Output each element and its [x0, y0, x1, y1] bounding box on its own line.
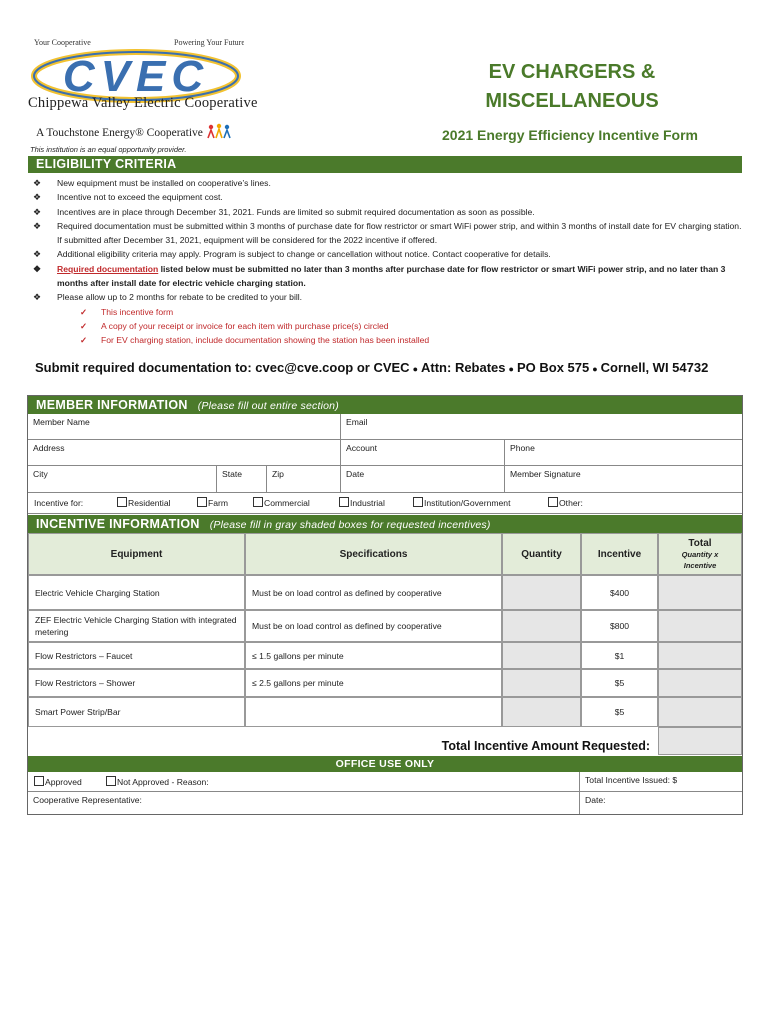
- member-info-note: (Please fill out entire section): [197, 400, 339, 412]
- eligibility-item-text: New equipment must be installed on cooperative’s lines.: [57, 178, 271, 188]
- checklist-text: A copy of your receipt or invoice for each item with purchase price(s) circled: [101, 320, 389, 331]
- quantity-input[interactable]: [502, 669, 581, 697]
- other-checkbox[interactable]: [548, 497, 583, 508]
- bullet-dot-icon: ●: [508, 363, 514, 374]
- total-input[interactable]: [658, 575, 742, 610]
- checklist-item: [30, 305, 742, 319]
- eligibility-item: [30, 176, 742, 190]
- eligibility-item: [30, 290, 742, 304]
- commercial-checkbox[interactable]: [253, 497, 310, 508]
- quantity-input[interactable]: [502, 697, 581, 727]
- total-input[interactable]: [658, 610, 742, 642]
- eligibility-item: [30, 219, 742, 248]
- office-use-heading-text: OFFICE USE ONLY: [335, 758, 435, 770]
- eligibility-item: [30, 247, 742, 261]
- diamond-bullet-icon: ❖: [33, 192, 42, 203]
- document-subtitle: 2021 Energy Efficiency Incentive Form: [442, 127, 698, 143]
- row-incentive: $400: [581, 575, 658, 610]
- row-equipment: Flow Restrictors – Faucet: [28, 642, 245, 669]
- phone-label: Phone: [510, 443, 535, 453]
- row-spec: [245, 697, 502, 727]
- eligibility-item-text: Additional eligibility criteria may apply. Program is subject to change or cancellation without notice. Contact cooperative for details.: [57, 249, 551, 260]
- residential-label: Residential: [128, 498, 171, 508]
- not-approved-label: Not Approved - Reason:: [117, 777, 209, 787]
- office-date-label: Date:: [585, 795, 606, 805]
- eligibility-list: [30, 176, 742, 348]
- submit-instructions: [35, 360, 708, 375]
- checkmark-icon: ✓: [80, 335, 88, 346]
- diamond-bullet-icon: ❖: [33, 249, 42, 260]
- account-field[interactable]: [341, 440, 505, 466]
- eligibility-item-required-docs: [30, 262, 742, 291]
- member-info-heading-text: MEMBER INFORMATION: [36, 398, 188, 412]
- institution-government-label: Institution/Government: [424, 498, 511, 508]
- industrial-label: Industrial: [350, 498, 385, 508]
- total-issued-label: Total Incentive Issued: $: [585, 775, 678, 785]
- submit-po-box: PO Box 575: [516, 360, 590, 375]
- row-incentive: $5: [581, 697, 658, 727]
- eligibility-item: [30, 205, 742, 219]
- diamond-bullet-icon: ❖: [33, 178, 42, 188]
- submit-prefix: Submit required documentation to: cvec@cve.coop or CVEC: [35, 360, 410, 375]
- row-spec: ≤ 2.5 gallons per minute: [245, 669, 502, 697]
- total-requested-label: Total Incentive Amount Requested:: [441, 739, 650, 753]
- total-requested-input[interactable]: [658, 727, 742, 755]
- checkbox-icon: [253, 497, 263, 507]
- required-documentation-text: listed below must be submitted no later than 3 months after purchase date for flow restrictor or smart WiFi power strip, and no later than 3 months after install date for electric vehicle charging station.: [57, 263, 726, 289]
- date-field[interactable]: [341, 466, 505, 493]
- checkmark-icon: ✓: [80, 306, 88, 317]
- total-header-label: Total: [688, 537, 712, 549]
- checklist-item: [30, 333, 742, 347]
- row-equipment: Smart Power Strip/Bar: [28, 697, 245, 727]
- incentive-for-label: Incentive for:: [34, 498, 84, 508]
- eligibility-item: [30, 190, 742, 204]
- commercial-label: Commercial: [264, 498, 310, 508]
- checklist-text: This incentive form: [101, 306, 174, 317]
- checklist-item: [30, 319, 742, 333]
- member-signature-label: Member Signature: [510, 469, 581, 479]
- diamond-bullet-icon: ❖: [33, 263, 42, 274]
- row-incentive: $800: [581, 610, 658, 642]
- quantity-input[interactable]: [502, 610, 581, 642]
- zip-field[interactable]: [267, 466, 341, 493]
- eligibility-item-text: Incentives are in place through December 31, 2021. Funds are limited so submit required documentation as soon as possible.: [57, 206, 535, 217]
- state-label: State: [222, 469, 243, 479]
- eligibility-heading: [28, 156, 742, 173]
- other-label: Other:: [559, 498, 583, 508]
- incentive-info-heading-text: INCENTIVE INFORMATION: [36, 517, 200, 531]
- bullet-dot-icon: ●: [412, 363, 419, 374]
- not-approved-checkbox[interactable]: [106, 776, 209, 787]
- institution-government-checkbox[interactable]: [413, 497, 510, 508]
- state-field[interactable]: [217, 466, 267, 493]
- row-spec: Must be on load control as defined by cooperative: [245, 610, 502, 642]
- member-name-field[interactable]: [28, 414, 341, 440]
- quantity-input[interactable]: [502, 642, 581, 669]
- member-signature-field[interactable]: [505, 466, 742, 493]
- col-header-equipment: Equipment: [28, 533, 245, 575]
- total-issued-field[interactable]: [580, 772, 742, 792]
- row-incentive: $1: [581, 642, 658, 669]
- checkbox-icon: [106, 776, 116, 786]
- submit-attn: Attn: Rebates: [421, 360, 506, 375]
- member-name-label: Member Name: [33, 417, 90, 427]
- row-equipment: Flow Restrictors – Shower: [28, 669, 245, 697]
- coop-name: Chippewa Valley Electric Cooperative: [28, 95, 258, 111]
- office-date-field[interactable]: [580, 792, 742, 814]
- farm-checkbox[interactable]: [197, 497, 228, 508]
- zip-label: Zip: [272, 469, 284, 479]
- document-title: [470, 58, 674, 116]
- touchstone-people-icon: [206, 123, 232, 139]
- checkbox-icon: [197, 497, 207, 507]
- touchstone-line: [36, 123, 232, 139]
- logo-text: CVEC: [62, 52, 210, 101]
- row-spec: Must be on load control as defined by cooperative: [245, 575, 502, 610]
- col-header-total: [658, 533, 742, 575]
- approved-label: Approved: [45, 777, 82, 787]
- logo-tagline-right: Powering Your Future: [174, 38, 244, 47]
- checkmark-icon: ✓: [80, 320, 88, 331]
- checklist-text: For EV charging station, include documentation showing the station has been installed: [101, 335, 430, 346]
- checkbox-icon: [413, 497, 423, 507]
- equal-opportunity-note: This institution is an equal opportunity provider.: [30, 145, 187, 154]
- eligibility-item-text: Required documentation must be submitted within 3 months of purchase date for flow restrictor or smart WiFi power strip, and within 3 months of install date for EV charging station. If submitted after December 31, 2021, equipment will be considered for the 2022 incentive if offered.: [57, 220, 742, 246]
- approved-checkbox[interactable]: [34, 776, 82, 787]
- industrial-checkbox[interactable]: [339, 497, 385, 508]
- farm-label: Farm: [208, 498, 229, 508]
- touchstone-text: A Touchstone Energy® Cooperative: [36, 127, 203, 139]
- row-equipment: Electric Vehicle Charging Station: [28, 575, 245, 610]
- row-spec: ≤ 1.5 gallons per minute: [245, 642, 502, 669]
- total-input[interactable]: [658, 669, 742, 697]
- address-label: Address: [33, 443, 65, 453]
- account-label: Account: [346, 443, 378, 453]
- eligibility-item-text: Please allow up to 2 months for rebate to be credited to your bill.: [57, 292, 303, 303]
- diamond-bullet-icon: ❖: [33, 292, 42, 303]
- checkbox-icon: [339, 497, 349, 507]
- checkbox-icon: [548, 497, 558, 507]
- checkbox-icon: [34, 776, 44, 786]
- email-label: Email: [346, 417, 368, 427]
- bullet-dot-icon: ●: [592, 363, 598, 374]
- eligibility-item-text: Incentive not to exceed the equipment cost.: [57, 192, 223, 203]
- row-incentive: $5: [581, 669, 658, 697]
- title-line-1: EV CHARGERS &: [488, 61, 656, 83]
- title-line-2: MISCELLANEOUS: [485, 90, 659, 112]
- total-input[interactable]: [658, 642, 742, 669]
- required-documentation-label: Required documentation: [57, 263, 159, 274]
- member-info-heading: [28, 396, 742, 414]
- approval-row: [28, 772, 580, 792]
- address-field[interactable]: [28, 440, 341, 466]
- eligibility-heading-text: ELIGIBILITY CRITERIA: [36, 157, 177, 171]
- col-header-incentive: Incentive: [581, 533, 658, 575]
- logo-tagline-left: Your Cooperative: [34, 38, 91, 47]
- incentive-info-heading: [28, 515, 742, 533]
- total-header-sub: Quantity x Incentive: [681, 549, 719, 570]
- quantity-input[interactable]: [502, 575, 581, 610]
- city-field[interactable]: [28, 466, 217, 493]
- date-label: Date: [346, 469, 365, 479]
- residential-checkbox[interactable]: [117, 497, 171, 508]
- office-use-heading: [28, 756, 742, 772]
- col-header-specifications: Specifications: [245, 533, 502, 575]
- diamond-bullet-icon: ❖: [33, 220, 42, 231]
- diamond-bullet-icon: ❖: [33, 206, 42, 217]
- submit-city: Cornell, WI 54732: [600, 360, 709, 375]
- incentive-info-note: (Please fill in gray shaded boxes for requested incentives): [209, 519, 491, 531]
- cooperative-representative-label: Cooperative Representative:: [33, 795, 142, 805]
- col-header-quantity: Quantity: [502, 533, 581, 575]
- total-input[interactable]: [658, 697, 742, 727]
- checkbox-icon: [117, 497, 127, 507]
- city-label: City: [33, 469, 48, 479]
- email-field[interactable]: [341, 414, 742, 440]
- incentive-for-row: [28, 493, 742, 514]
- phone-field[interactable]: [505, 440, 742, 466]
- cooperative-representative-field[interactable]: [28, 792, 580, 814]
- row-equipment: ZEF Electric Vehicle Charging Station with integrated metering: [28, 610, 245, 642]
